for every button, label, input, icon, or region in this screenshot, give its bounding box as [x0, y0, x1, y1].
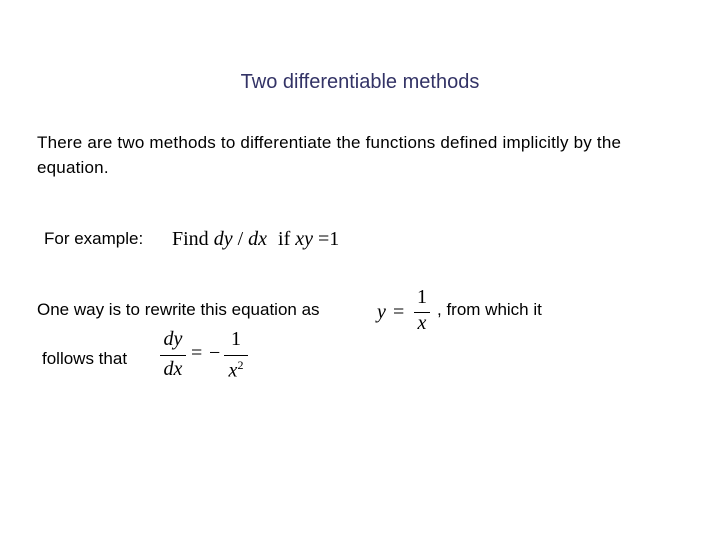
- rewrite-equation: [374, 288, 436, 340]
- fraction-bar: [160, 355, 186, 356]
- derivative-fraction: [158, 328, 188, 386]
- dx-term: dx: [248, 228, 268, 250]
- slide-title: Two differentiable methods: [240, 71, 480, 93]
- rewrite-fraction: [412, 288, 432, 340]
- derivative-equals: =: [191, 342, 203, 364]
- rewrite-equals: =: [393, 301, 405, 323]
- rhs-exponent: 2: [237, 358, 244, 372]
- rewrite-denominator: x: [417, 312, 427, 334]
- derivative-equation: [158, 328, 254, 386]
- rewrite-numerator: 1: [417, 286, 427, 308]
- rhs-base: x: [228, 359, 238, 382]
- derivative-denominator: dx: [163, 358, 183, 380]
- rhs-numerator: 1: [231, 328, 241, 350]
- equals-sign: =: [318, 228, 330, 250]
- slash-symbol: /: [232, 228, 249, 250]
- from-which-text: , from which it: [437, 300, 542, 319]
- rhs-denominator: [222, 358, 250, 383]
- minus-sign: −: [209, 342, 221, 364]
- intro-paragraph: There are two methods to differentiate the functions defined implicitly by the equation.: [37, 133, 622, 177]
- rewrite-text: One way is to rewrite this equation as: [37, 300, 320, 319]
- if-word: if: [278, 228, 291, 250]
- rewrite-lhs: y: [377, 301, 386, 323]
- dy-term: dy: [213, 228, 233, 250]
- follows-text: follows that: [42, 349, 128, 368]
- derivative-numerator: dy: [163, 328, 183, 350]
- example-equation: [172, 228, 339, 251]
- find-word: Find: [172, 228, 209, 250]
- xy-term: xy: [295, 228, 314, 250]
- fraction-bar: [224, 355, 248, 356]
- rhs-fraction: [222, 328, 250, 386]
- one-value: 1: [329, 228, 340, 250]
- example-label: For example:: [44, 229, 144, 248]
